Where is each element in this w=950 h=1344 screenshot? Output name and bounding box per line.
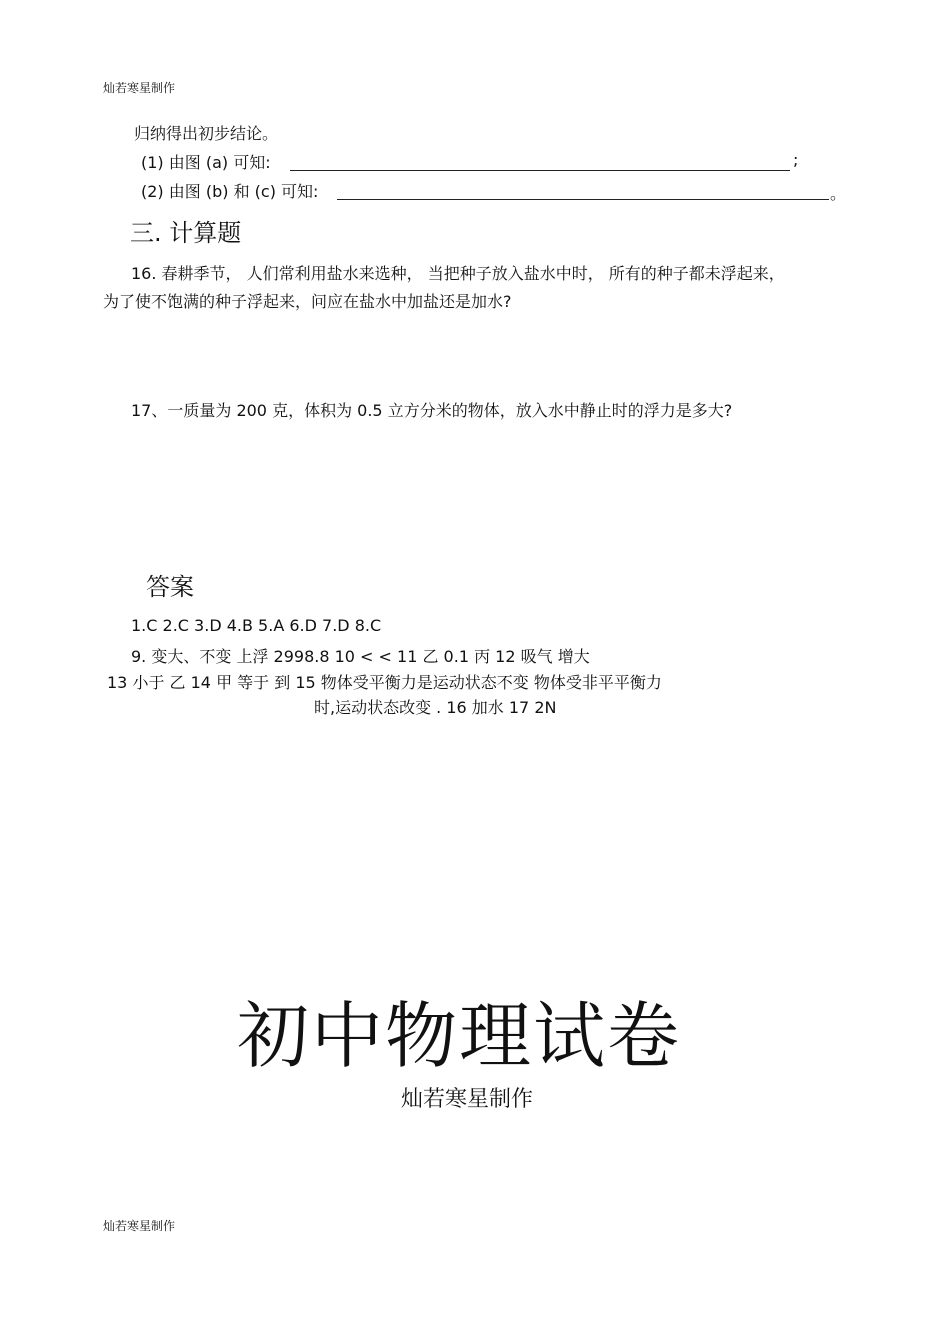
- conclusion-1-label: (1) 由图 (a) 可知:: [141, 153, 271, 172]
- section-title: 三. 计算题: [130, 219, 242, 247]
- conclusion-2-label: (2) 由图 (b) 和 (c) 可知:: [141, 182, 319, 201]
- conclusion-2-end: 。: [830, 184, 847, 203]
- footer-watermark: 灿若寒星制作: [103, 1219, 176, 1233]
- cover-subtitle: 灿若寒星制作: [400, 1087, 533, 1112]
- answers-line-3: 13 小于 乙 14 甲 等于 到 15 物体受平衡力是运动状态不变 物体受非平平衡力: [107, 673, 662, 692]
- header-watermark: 灿若寒星制作: [103, 81, 176, 95]
- answers-line-1: 1.C 2.C 3.D 4.B 5.A 6.D 7.D 8.C: [131, 616, 382, 635]
- conclusion-1-blank: [290, 170, 790, 171]
- answers-title: 答案: [146, 573, 194, 601]
- conclusion-1-end: ;: [793, 150, 799, 169]
- conclusion-2-blank: [337, 199, 829, 200]
- answers-line-4: 时,运动状态改变 . 16 加水 17 2N: [314, 698, 557, 717]
- question-17: 17、一质量为 200 克，体积为 0.5 立方分米的物体，放入水中静止时的浮力是多大?: [131, 401, 733, 420]
- question-16-line-1: 16. 春耕季节， 人们常利用盐水来选种， 当把种子放入盐水中时， 所有的种子都未浮起来，: [131, 264, 785, 283]
- answers-line-2: 9. 变大、不变 上浮 2998.8 10 < < 11 乙 0.1 丙 12 吸气 增大: [131, 647, 590, 666]
- cover-title: 初中物理试卷: [236, 994, 681, 1078]
- question-16-line-2: 为了使不饱满的种子浮起来，问应在盐水中加盐还是加水?: [103, 292, 512, 311]
- intro-text: 归纳得出初步结论。: [134, 124, 279, 143]
